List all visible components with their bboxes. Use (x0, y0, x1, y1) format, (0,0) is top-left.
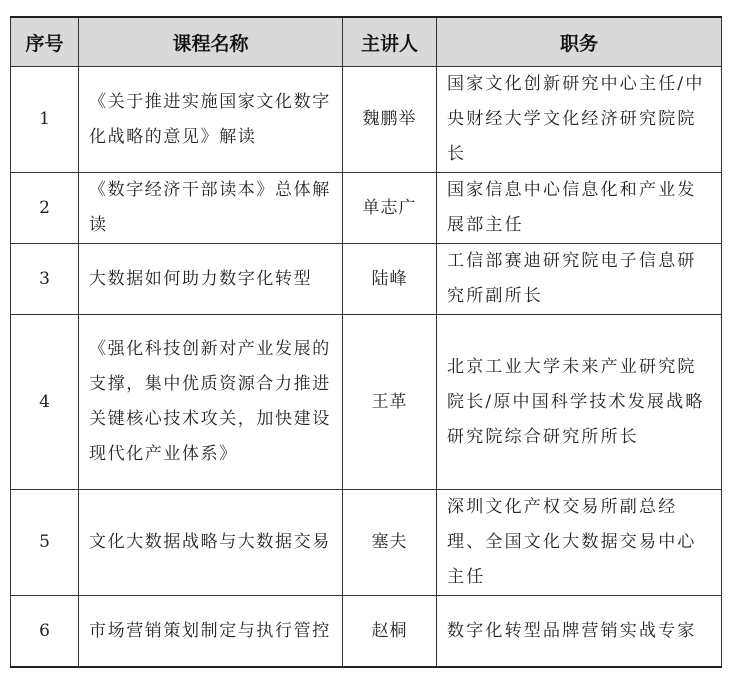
table-row (11, 67, 722, 173)
header-index: 序号 (11, 17, 79, 67)
row-index: 5 (11, 490, 79, 596)
row-speaker: 王革 (343, 315, 437, 490)
table-row (11, 596, 722, 668)
row-course-name: 《数字经济干部读本》总体解读 (79, 173, 343, 244)
row-speaker: 魏鹏举 (343, 67, 437, 173)
row-speaker: 赵桐 (343, 596, 437, 668)
row-speaker: 塞夫 (343, 490, 437, 596)
row-speaker: 陆峰 (343, 244, 437, 315)
row-index: 1 (11, 67, 79, 173)
header-course-name: 课程名称 (79, 17, 343, 67)
header-position: 职务 (437, 17, 722, 67)
table-row (11, 244, 722, 315)
row-index: 2 (11, 173, 79, 244)
row-position: 工信部赛迪研究院电子信息研究所副所长 (437, 244, 722, 315)
row-position: 深圳文化产权交易所副总经理、全国文化大数据交易中心主任 (437, 490, 722, 596)
row-course-name: 《强化科技创新对产业发展的支撑，集中优质资源合力推进关键核心技术攻关，加快建设现代化产业体系》 (79, 315, 343, 490)
row-course-name: 市场营销策划制定与执行管控 (79, 596, 343, 668)
table-header-row (11, 17, 722, 67)
table-row (11, 490, 722, 596)
course-table (10, 16, 722, 668)
row-position: 国家文化创新研究中心主任/中央财经大学文化经济研究院院长 (437, 67, 722, 173)
row-speaker: 单志广 (343, 173, 437, 244)
row-course-name: 文化大数据战略与大数据交易 (79, 490, 343, 596)
row-course-name: 《关于推进实施国家文化数字化战略的意见》解读 (79, 67, 343, 173)
row-position: 北京工业大学未来产业研究院院长/原中国科学技术发展战略研究院综合研究所所长 (437, 315, 722, 490)
table-row (11, 315, 722, 490)
row-index: 3 (11, 244, 79, 315)
row-index: 6 (11, 596, 79, 668)
header-speaker: 主讲人 (343, 17, 437, 67)
row-index: 4 (11, 315, 79, 490)
row-position: 国家信息中心信息化和产业发展部主任 (437, 173, 722, 244)
row-position: 数字化转型品牌营销实战专家 (437, 596, 722, 668)
row-course-name: 大数据如何助力数字化转型 (79, 244, 343, 315)
table-row (11, 173, 722, 244)
